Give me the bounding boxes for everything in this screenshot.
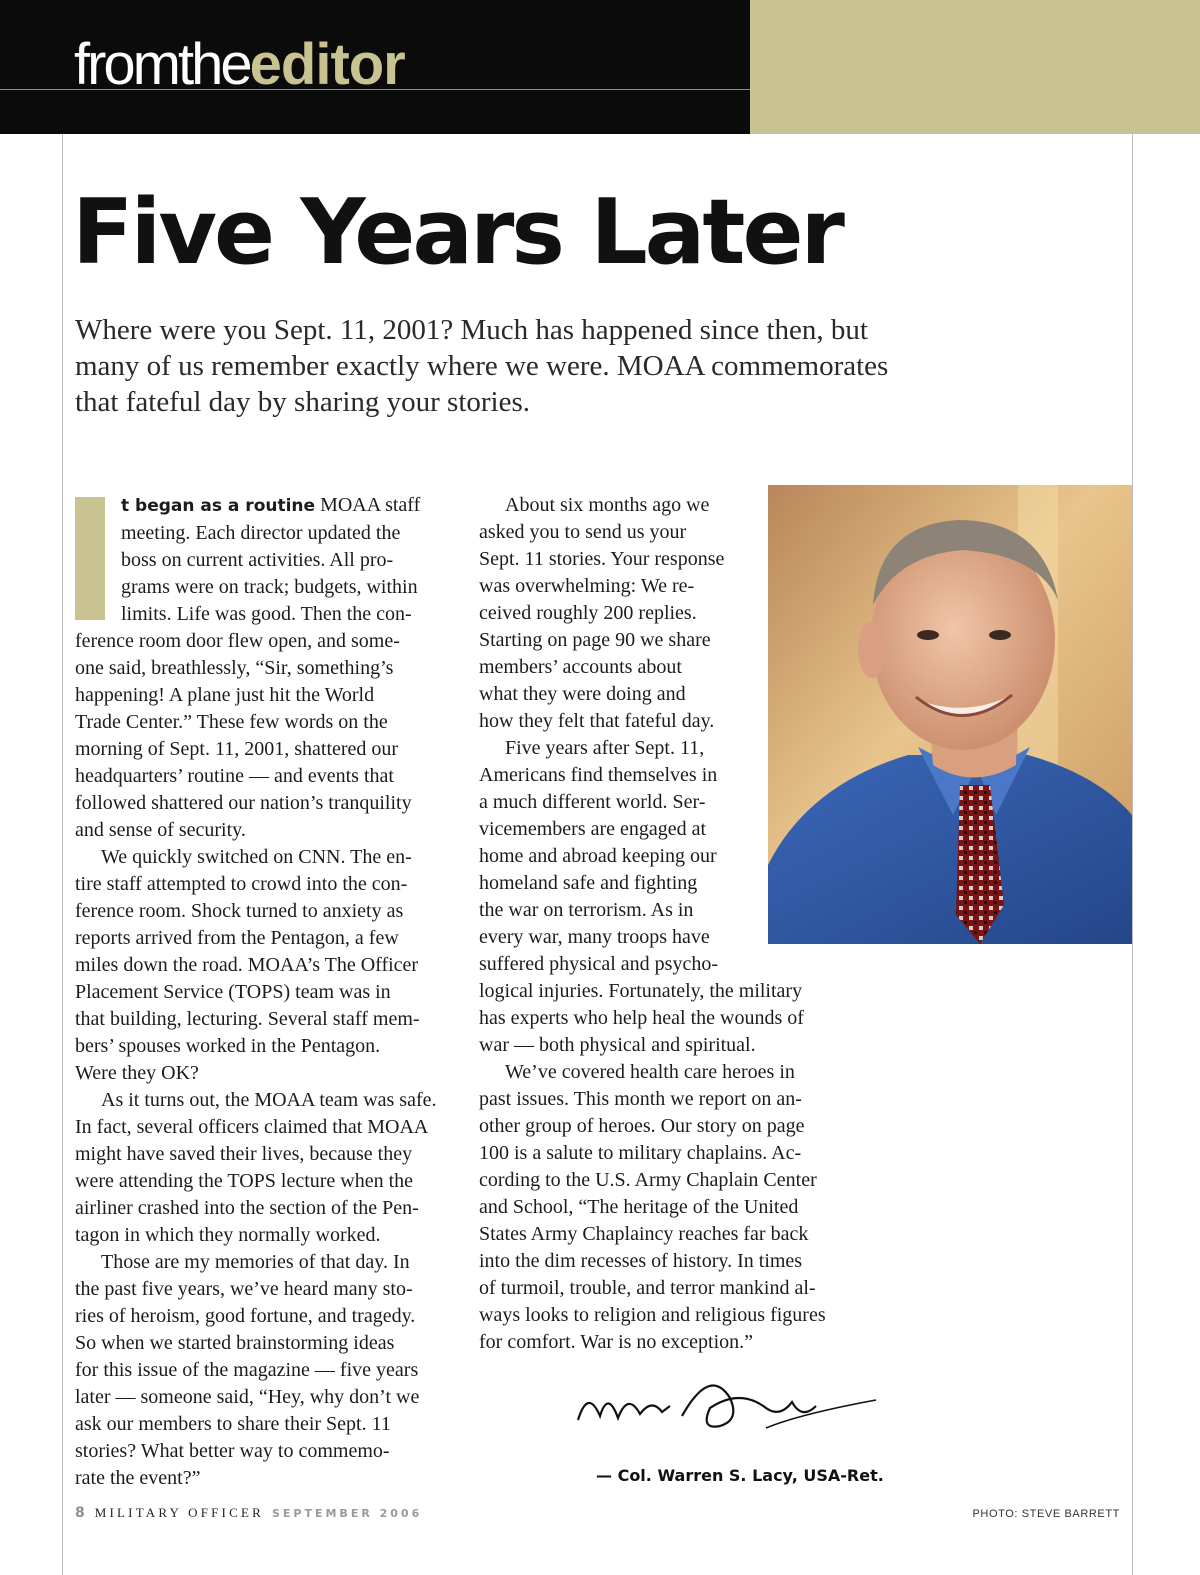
body-line: miles down the road. MOAA’s The Officer: [75, 954, 419, 976]
body-line: for this issue of the magazine — five years: [75, 1359, 419, 1381]
headline: Five Years Later: [72, 180, 842, 285]
body-line: bers’ spouses worked in the Pentagon.: [75, 1035, 381, 1057]
body-line: was overwhelming: We re-: [479, 575, 695, 597]
body-line: a much different world. Ser-: [479, 791, 706, 813]
frame-rule-right: [1132, 134, 1133, 1575]
body-line: headquarters’ routine — and events that: [75, 765, 394, 787]
section-label: [74, 30, 405, 100]
body-line: members’ accounts about: [479, 656, 682, 678]
body-line: So when we started brainstorming ideas: [75, 1332, 395, 1354]
author-signoff: — Col. Warren S. Lacy, USA-Ret.: [596, 1466, 884, 1485]
body-line: tire staff attempted to crowd into the con-: [75, 873, 408, 895]
body-line: how they felt that fateful day.: [479, 710, 715, 732]
body-line: Americans find themselves in: [479, 764, 718, 786]
body-line: home and abroad keeping our: [479, 845, 717, 867]
body-line: the past five years, we’ve heard many sto-: [75, 1278, 413, 1300]
editor-portrait-photo: [768, 485, 1132, 944]
body-line: were attending the TOPS lecture when the: [75, 1170, 414, 1192]
body-line: stories? What better way to commemo-: [75, 1440, 390, 1462]
deck: Where were you Sept. 11, 2001? Much has happened since then, but many of us remember exactly where we were. MOAA commemorates that fateful day by sharing your stories.: [75, 314, 889, 418]
body-line: of turmoil, trouble, and terror mankind al-: [479, 1277, 816, 1299]
body-line: what they were doing and: [479, 683, 686, 705]
body-line: cording to the U.S. Army Chaplain Center: [479, 1169, 817, 1191]
body-line: into the dim recesses of history. In times: [479, 1250, 803, 1272]
body-line: other group of heroes. Our story on page: [479, 1115, 805, 1137]
body-line-text: MOAA staff: [320, 494, 421, 516]
body-line: ries of heroism, good fortune, and tragedy.: [75, 1305, 416, 1327]
body-line: Trade Center.” These few words on the: [75, 711, 388, 733]
body-line: happening! A plane just hit the World: [75, 684, 375, 706]
body-line: 100 is a salute to military chaplains. Ac-: [479, 1142, 802, 1164]
body-line: asked you to send us your: [479, 521, 687, 543]
body-line: Those are my memories of that day. In: [101, 1251, 410, 1273]
body-line: past issues. This month we report on an-: [479, 1088, 802, 1110]
body-line: [75, 492, 457, 520]
body-line: homeland safe and fighting: [479, 872, 698, 894]
body-line: for comfort. War is no exception.”: [479, 1331, 754, 1353]
section-label-light: fromthe: [74, 32, 250, 97]
body-line: every war, many troops have: [479, 926, 710, 948]
body-line: tagon in which they normally worked.: [75, 1224, 381, 1246]
lead-in: t began as a routine: [121, 496, 316, 516]
section-label-bold: editor: [249, 32, 405, 97]
signature: [570, 1368, 880, 1448]
body-line: States Army Chaplaincy reaches far back: [479, 1223, 809, 1245]
body-line: Starting on page 90 we share: [479, 629, 711, 651]
body-line: that building, lecturing. Several staff mem-: [75, 1008, 420, 1030]
body-line: vicemembers are engaged at: [479, 818, 707, 840]
body-line: might have saved their lives, because they: [75, 1143, 413, 1165]
body-line: followed shattered our nation’s tranquility: [75, 792, 412, 814]
body-line: As it turns out, the MOAA team was safe.: [101, 1089, 437, 1111]
body-line: boss on current activities. All pro-: [121, 549, 394, 571]
page-number: 8: [75, 1505, 85, 1521]
body-line: and sense of security.: [75, 819, 246, 841]
body-line: Placement Service (TOPS) team was in: [75, 981, 391, 1003]
body-line: We quickly switched on CNN. The en-: [101, 846, 412, 868]
body-line: and School, “The heritage of the United: [479, 1196, 799, 1218]
body-line: ference room. Shock turned to anxiety as: [75, 900, 404, 922]
body-line: reports arrived from the Pentagon, a few: [75, 927, 399, 949]
body-line: rate the event?”: [75, 1467, 201, 1489]
body-line: In fact, several officers claimed that MOAA: [75, 1116, 429, 1138]
photo-credit: PHOTO: STEVE BARRETT: [972, 1508, 1120, 1520]
body-line: airliner crashed into the section of the Pen-: [75, 1197, 419, 1219]
body-line: limits. Life was good. Then the con-: [121, 603, 412, 625]
page-footer: [75, 1505, 422, 1521]
body-line: We’ve covered health care heroes in: [505, 1061, 795, 1083]
body-line: Five years after Sept. 11,: [505, 737, 705, 759]
body-line: About six months ago we: [505, 494, 710, 516]
body-line: the war on terrorism. As in: [479, 899, 694, 921]
body-line: ask our members to share their Sept. 11: [75, 1413, 391, 1435]
issue-date: SEPTEMBER 2006: [271, 1507, 423, 1520]
body-line: morning of Sept. 11, 2001, shattered our: [75, 738, 399, 760]
header-band-accent: [750, 0, 1200, 134]
body-line: ways looks to religion and religious figures: [479, 1304, 826, 1326]
magazine-name: MILITARY OFFICER: [94, 1505, 264, 1520]
body-line: Were they OK?: [75, 1062, 199, 1084]
body-line: ference room door flew open, and some-: [75, 630, 400, 652]
article-column-1: [75, 492, 457, 1492]
body-line: grams were on track; budgets, within: [121, 576, 418, 598]
body-line: suffered physical and psycho-: [479, 953, 719, 975]
frame-rule-left: [62, 134, 63, 1575]
body-line: meeting. Each director updated the: [121, 522, 401, 544]
body-line: later — someone said, “Hey, why don’t we: [75, 1386, 420, 1408]
body-line: ceived roughly 200 replies.: [479, 602, 697, 624]
body-line: logical injuries. Fortunately, the military: [479, 980, 803, 1002]
body-line: one said, breathlessly, “Sir, something’s: [75, 657, 394, 679]
body-line: has experts who help heal the wounds of: [479, 1007, 804, 1029]
body-line: Sept. 11 stories. Your response: [479, 548, 725, 570]
body-line: war — both physical and spiritual.: [479, 1034, 756, 1056]
